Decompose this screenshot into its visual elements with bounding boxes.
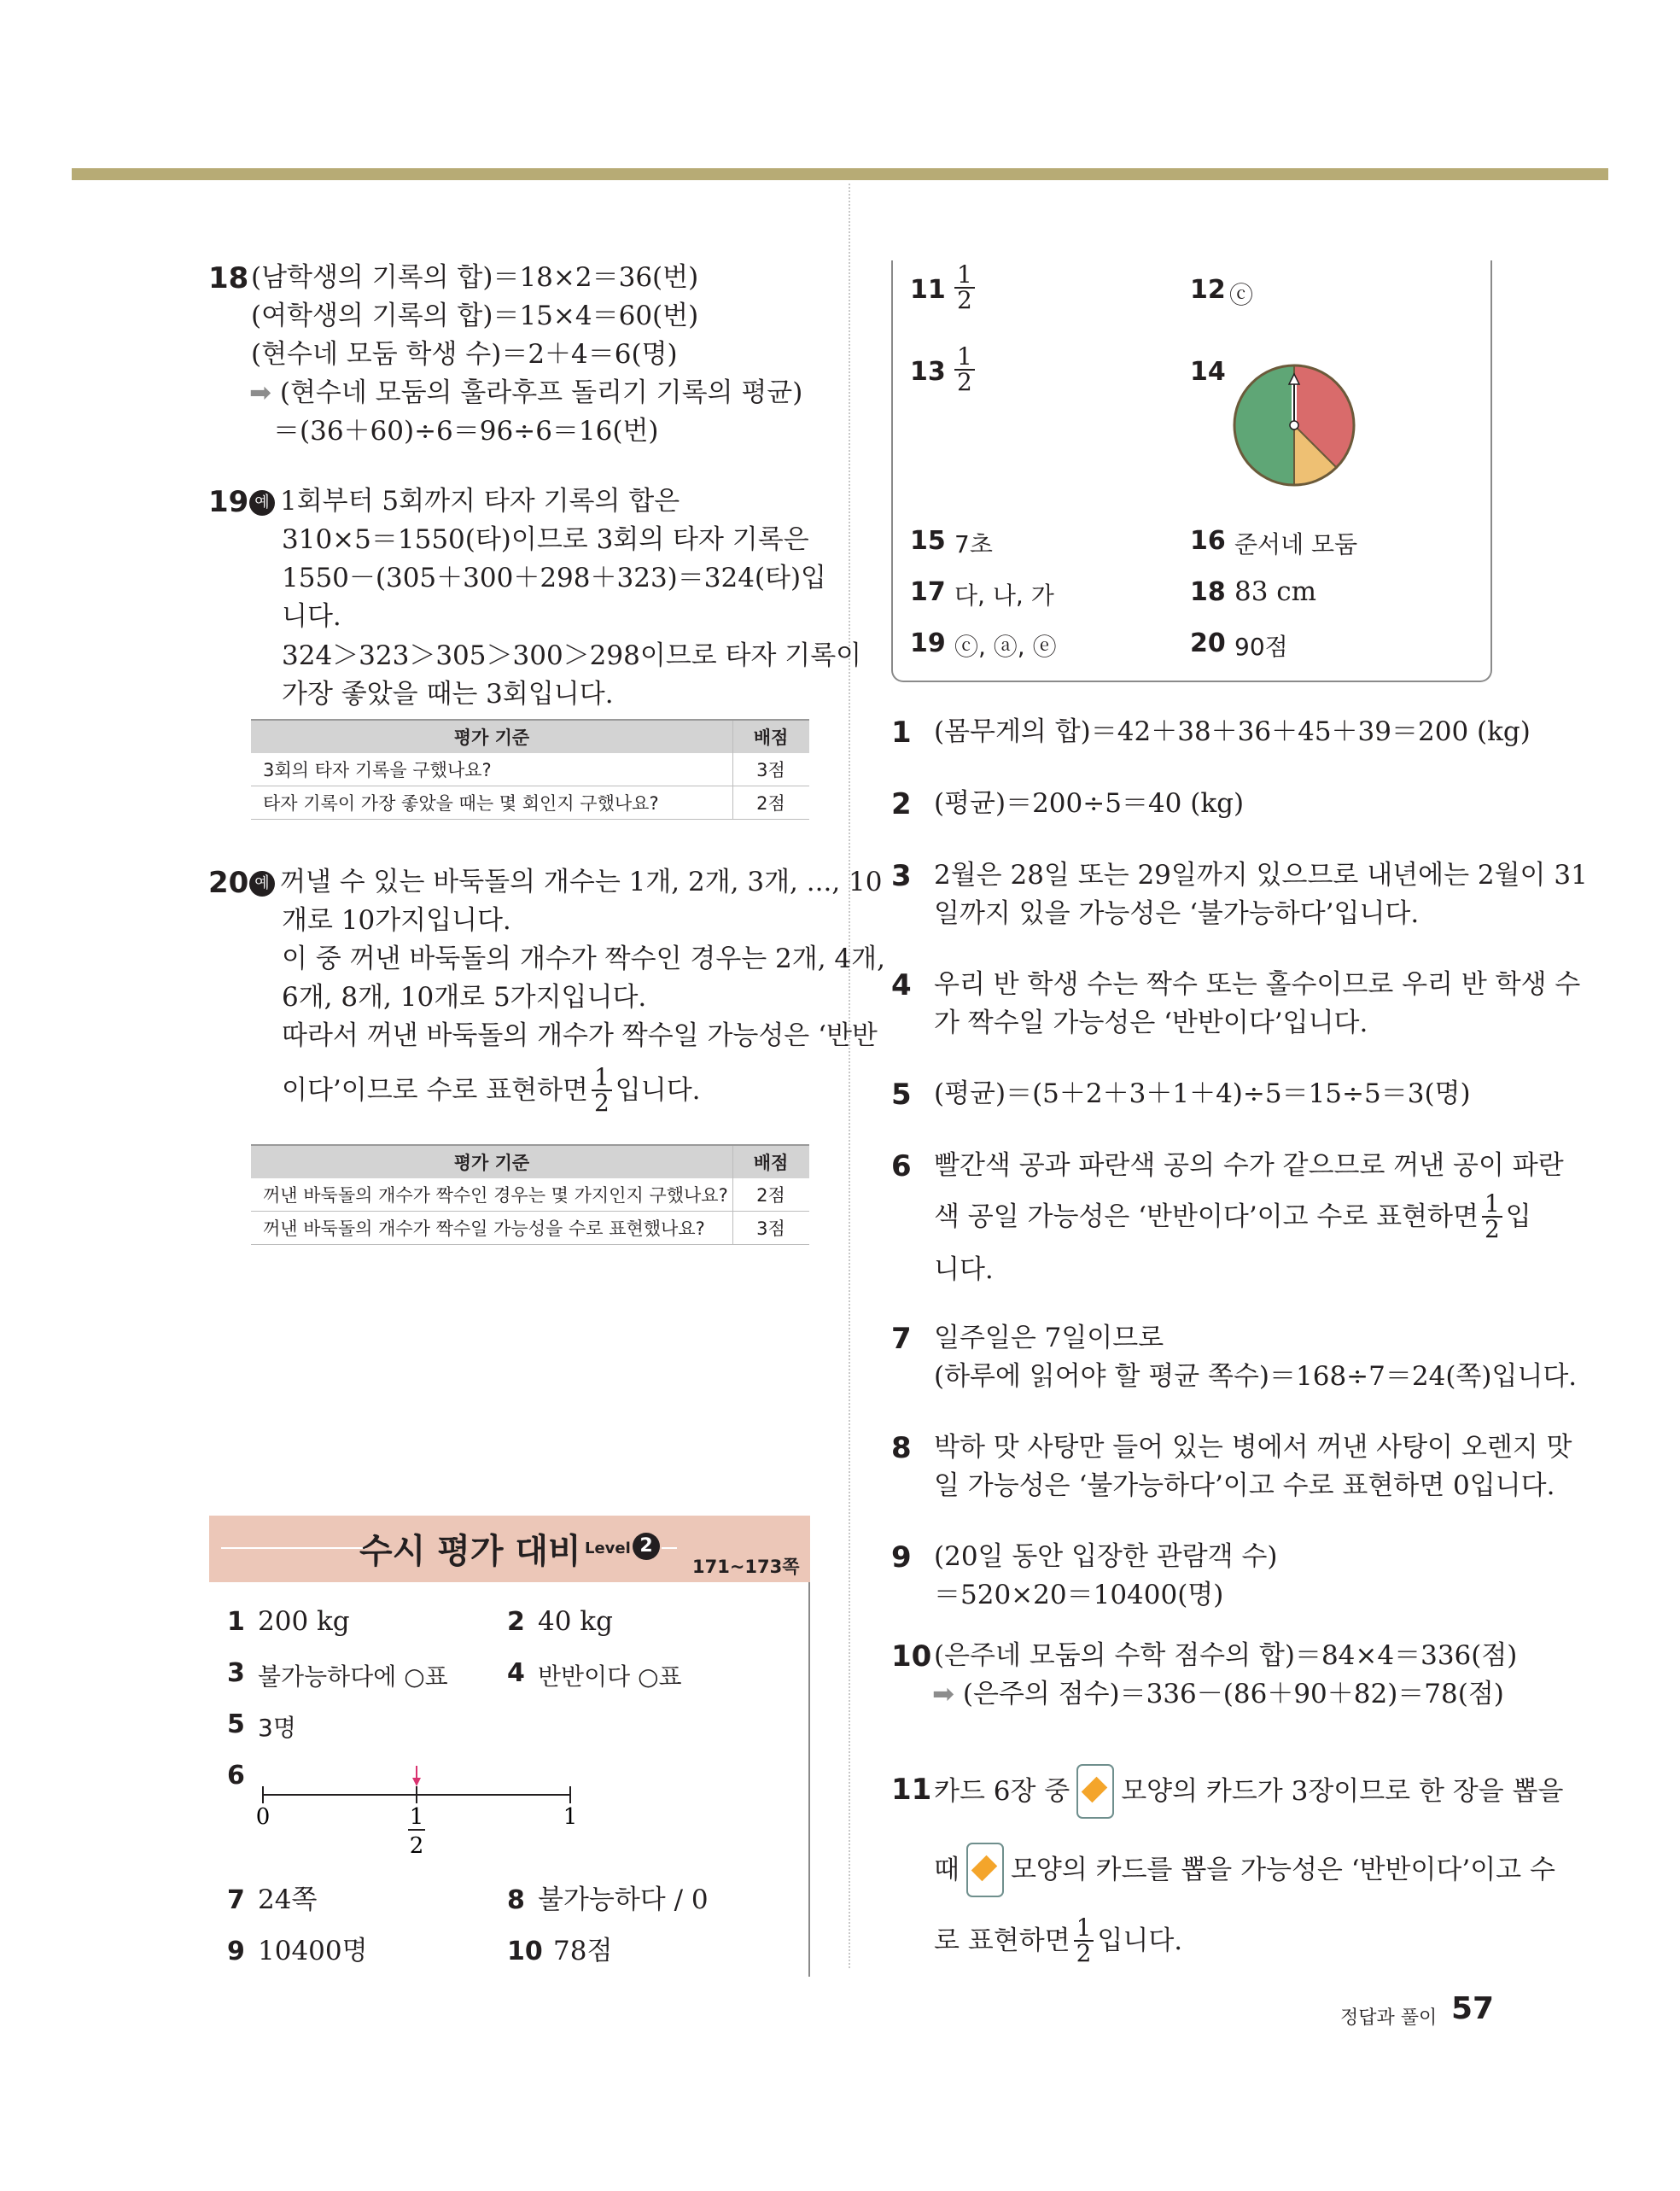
p18-line-2: (여학생의 기록의 합)＝15×4＝60(번) [251,301,699,331]
criteria-header: 평가 기준 [251,1145,733,1178]
p18-line-4-text: (현수네 모둠의 훌라후프 돌리기 기록의 평균) [279,377,803,408]
box-answer-20-text: 90점 [1234,633,1288,661]
answer-10-text: 78점 [553,1936,613,1966]
box-answer-15-text: 7초 [954,530,993,558]
box-answer-15-number: 15 [910,526,946,556]
answer-6-number: 6 [227,1761,245,1791]
fraction [592,1063,612,1117]
answer-9-text: 10400명 [258,1936,368,1966]
arrow-icon: ➡ [932,1679,954,1709]
p18-line-3: (현수네 모둠 학생 수)＝2＋4＝6(명) [251,339,678,370]
example-badge: 예 [249,490,275,516]
box-answer-18-number: 18 [1190,577,1226,607]
box-answer-11-number: 11 [910,275,946,305]
p20-line-3: 이 중 꺼낸 바둑돌의 개수가 짝수인 경우는 2개, 4개, [282,944,885,974]
p20-line-6-text: 이다’이므로 수로 표현하면 [282,1075,588,1106]
p20-line-1-text: 꺼낼 수 있는 바둑돌의 개수는 1개, 2개, 3개, ..., 10 [280,867,883,897]
box-answer-13-number: 13 [910,357,946,387]
solution-4-number: 4 [891,968,912,1002]
level-badge: 2 [633,1533,660,1560]
p20-line-6 [282,1063,701,1117]
solution-1-number: 1 [891,716,912,750]
solution-11-line-3 [934,1913,1183,1967]
solution-8-number: 8 [891,1431,912,1465]
section-header [209,1516,810,1582]
p19-line-1 [249,482,680,521]
level-label: Level [585,1540,631,1557]
answer-7-number: 7 [227,1885,245,1915]
p18-line-5: ＝(36＋60)÷6＝96÷6＝16(번) [273,416,659,447]
solution-10-number: 10 [891,1639,932,1674]
solution-10-line-2-text: (은주의 점수)＝336－(86＋90＋82)＝78(점) [962,1679,1504,1709]
p20-line-5: 따라서 꺼낸 바둑돌의 개수가 짝수일 가능성은 ‘반반 [282,1020,878,1051]
solution-10-line-2 [932,1674,1504,1714]
box-answer-19-number: 19 [910,628,946,658]
solution-11-line-3-text: 로 표현하면 [934,1925,1070,1956]
table-row [251,1212,809,1245]
fraction-denominator: 2 [593,1089,610,1117]
criteria-header: 평가 기준 [251,720,733,753]
answer-7-text: 24쪽 [258,1884,318,1915]
solution-5-line-1: (평균)＝(5＋2＋3＋1＋4)÷5＝15÷5＝3(명) [934,1078,1471,1109]
solution-9-line-1: (20일 동안 입장한 관람객 수) [934,1541,1278,1572]
p20-line-6-tail: 입니다. [615,1075,701,1106]
fraction-numerator: 1 [592,1066,612,1091]
criteria-score: 3점 [733,1212,810,1245]
header-rule-left [221,1547,366,1549]
solution-5-number: 5 [891,1078,912,1112]
answer-2-number: 2 [507,1607,525,1637]
fraction-numerator: 1 [954,345,975,371]
solution-8-line-1: 박하 맛 사탕만 들어 있는 병에서 꺼낸 사탕이 오렌지 맛 [934,1432,1572,1463]
p19-line-3: 1550－(305＋300＋298＋323)＝324(타)입 [282,563,827,593]
answer-10-number: 10 [507,1937,543,1966]
example-badge: 예 [249,871,275,897]
solution-6-line-2-text: 색 공일 가능성은 ‘반반이다’이고 수로 표현하면 [934,1201,1479,1232]
solution-11-line-1-tail: 모양의 카드가 3장이므로 한 장을 뽑을 [1121,1776,1564,1807]
solution-2-number: 2 [891,787,912,821]
solution-11-line-2 [934,1843,1555,1897]
solution-6-line-1: 빨간색 공과 파란색 공의 수가 같으므로 꺼낸 공이 파란 [934,1150,1564,1181]
solution-11-line-2-tail: 모양의 카드를 뽑을 가능성은 ‘반반이다’이고 수 [1010,1855,1555,1885]
answer-2-text: 40 kg [538,1606,613,1637]
fraction-denominator: 2 [1076,1939,1092,1967]
criteria-item: 꺼낸 바둑돌의 개수가 짝수일 가능성을 수로 표현했나요? [251,1212,733,1245]
p19-line-1-text: 1회부터 5회까지 타자 기록의 합은 [280,486,680,517]
box-answer-12-number: 12 [1190,275,1226,305]
box-answer-16-text: 준서네 모둠 [1234,530,1358,558]
tick-label-mid-denominator: 2 [409,1833,424,1859]
answer-8-number: 8 [507,1885,525,1915]
fraction-denominator: 2 [1484,1215,1500,1243]
p20-criteria-table [251,1144,809,1245]
tick-label-start: 0 [255,1804,271,1830]
problem-20-number: 20 [208,866,249,900]
solution-7-line-1: 일주일은 7일이므로 [934,1323,1164,1353]
fraction [1482,1189,1502,1243]
spinner-green-slice [1234,365,1294,485]
box-answer-12-text: ⓒ [1229,281,1254,309]
p18-line-1: (남학생의 기록의 합)＝18×2＝36(번) [251,262,699,293]
criteria-score: 2점 [733,1178,810,1212]
solution-11-line-3-tail: 입니다. [1097,1925,1183,1956]
fraction [1074,1913,1094,1967]
column-divider [849,184,850,1968]
p19-line-6: 가장 좋았을 때는 3회입니다. [282,679,614,710]
fraction-numerator: 1 [1074,1916,1094,1942]
answer-3-text: 불가능하다에 ○표 [258,1662,448,1691]
p20-line-1 [249,862,882,902]
box-answer-16-number: 16 [1190,526,1226,556]
header-rule-right [662,1547,677,1549]
arrow-icon: ➡ [249,377,271,408]
tick-label-mid-numerator: 1 [409,1804,424,1830]
page-number: 57 [1451,1991,1495,2026]
fraction-denominator: 2 [957,286,972,314]
problem-18-number: 18 [208,261,249,295]
answer-4-number: 4 [507,1658,525,1688]
fraction-numerator: 1 [1482,1192,1502,1218]
answer-1-number: 1 [227,1607,245,1637]
p19-criteria-table [251,719,809,820]
box-answer-13-fraction [954,342,975,396]
solution-9-line-2: ＝520×20＝10400(명) [934,1580,1224,1610]
fraction-numerator: 1 [954,263,975,289]
solution-1-line-1: (몸무게의 합)＝42＋38＋36＋45＋39＝200 (kg) [934,716,1531,747]
answer-4-text: 반반이다 ○표 [538,1662,682,1691]
table-row [251,753,809,786]
solution-10-line-1: (은주네 모둠의 수학 점수의 합)＝84×4＝336(점) [934,1640,1518,1671]
criteria-item: 3회의 타자 기록을 구했나요? [251,753,733,786]
criteria-item: 꺼낸 바둑돌의 개수가 짝수인 경우는 몇 가지인지 구했나요? [251,1178,733,1212]
solution-3-line-1: 2월은 28일 또는 29일까지 있으므로 내년에는 2월이 31 [934,860,1588,891]
table-row [251,1178,809,1212]
p20-line-2: 개로 10가지입니다. [282,905,511,936]
page-range: 171~173쪽 [692,1557,800,1577]
p20-line-4: 6개, 8개, 10개로 5가지입니다. [282,982,647,1013]
solution-2-line-1: (평균)＝200÷5＝40 (kg) [934,788,1245,819]
criteria-score: 2점 [733,786,810,820]
p18-line-4 [249,373,802,412]
table-row [251,786,809,820]
tick-label-end: 1 [563,1804,578,1830]
solution-4-line-2: 가 짝수일 가능성은 ‘반반이다’입니다. [934,1008,1368,1038]
diamond-card-icon [1076,1764,1114,1819]
answer-box [891,260,1492,682]
box-answer-14-number: 14 [1190,357,1226,387]
criteria-score: 3점 [733,753,810,786]
solution-11-line-1 [934,1764,1563,1819]
answer-1-text: 200 kg [258,1606,350,1637]
solution-6-line-3: 니다. [934,1254,994,1285]
solution-3-number: 3 [891,859,912,893]
answer-9-number: 9 [227,1937,245,1966]
problem-19-number: 19 [208,485,249,519]
top-accent-bar [72,168,1608,180]
solution-7-line-2: (하루에 읽어야 할 평균 쪽수)＝168÷7＝24(쪽)입니다. [934,1361,1578,1392]
marker-arrow-icon [412,1766,421,1786]
box-answer-11-fraction [954,260,975,314]
spinner-chart [1231,362,1357,488]
number-line [248,1759,589,1861]
p19-line-5: 324＞323＞305＞300＞298이므로 타자 기록이 [282,640,862,671]
solution-7-number: 7 [891,1322,912,1356]
solution-3-line-2: 일까지 있을 가능성은 ‘불가능하다’입니다. [934,898,1420,929]
box-answer-19-text: ⓒ, ⓐ, ⓔ [954,633,1057,661]
criteria-item: 타자 기록이 가장 좋았을 때는 몇 회인지 구했나요? [251,786,733,820]
box-answer-17-number: 17 [910,577,946,607]
p19-line-4: 니다. [282,601,341,632]
box-answer-17-text: 다, 나, 가 [954,581,1054,610]
diamond-card-icon [966,1843,1004,1897]
answer-3-number: 3 [227,1658,245,1688]
box-answer-18-text: 83 cm [1234,576,1317,607]
solution-6-line-2-tail: 입 [1505,1201,1531,1232]
score-header: 배점 [733,1145,810,1178]
fraction-denominator: 2 [957,368,972,396]
footer-label: 정답과 풀이 [1340,2007,1438,2029]
box-answer-20-number: 20 [1190,628,1226,658]
section-title: 수시 평가 대비 [359,1532,581,1571]
solution-6-line-2 [934,1189,1531,1243]
solution-11-number: 11 [891,1773,932,1807]
solution-9-number: 9 [891,1540,912,1575]
solution-6-number: 6 [891,1149,912,1183]
solution-11-line-1-text: 카드 6장 중 [934,1776,1070,1807]
solution-4-line-1: 우리 반 학생 수는 짝수 또는 홀수이므로 우리 반 학생 수 [934,969,1581,1000]
answer-5-text: 3명 [258,1714,296,1742]
p19-line-2: 310×5＝1550(타)이므로 3회의 타자 기록은 [282,524,809,555]
score-header: 배점 [733,720,810,753]
answer-8-text: 불가능하다 / 0 [538,1884,709,1915]
solution-11-line-2-text: 때 [934,1855,960,1885]
answer-5-number: 5 [227,1709,245,1739]
solution-8-line-2: 일 가능성은 ‘불가능하다’이고 수로 표현하면 0입니다. [934,1470,1555,1501]
